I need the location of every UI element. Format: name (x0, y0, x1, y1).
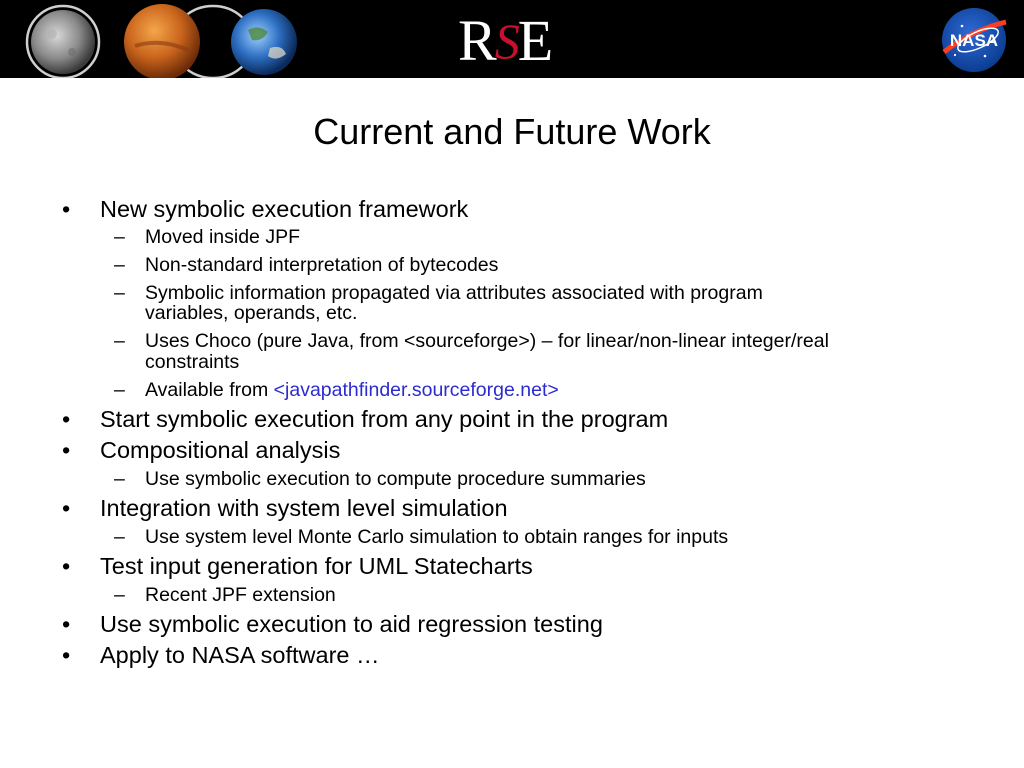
list-item-text: Test input generation for UML Statecharts (100, 553, 533, 579)
list-item-text: Symbolic information propagated via attributes associated with program (145, 282, 763, 304)
list-item-text: Moved inside JPF (145, 226, 300, 248)
logo-s: S (494, 13, 520, 69)
sourceforge-link[interactable]: <javapathfinder.sourceforge.net> (273, 379, 559, 401)
bullet-glyph: • (62, 495, 71, 521)
list-item-text: New symbolic execution framework (100, 196, 469, 222)
list-item (62, 494, 508, 522)
dash-glyph: – (114, 254, 125, 276)
list-item-text: Available from (145, 379, 274, 401)
bullet-glyph: • (62, 553, 71, 579)
header-banner (0, 0, 1024, 78)
sub-list-item (114, 526, 729, 548)
sub-list-item (114, 282, 763, 304)
list-item (62, 195, 469, 223)
list-item-text: Use symbolic execution to compute procedure summaries (145, 468, 646, 490)
dash-glyph: – (114, 584, 125, 606)
list-item-text: Start symbolic execution from any point in the program (100, 406, 669, 432)
sub-list-item (114, 226, 300, 248)
sub-list-item (114, 379, 559, 401)
list-item-text: constraints (145, 351, 240, 373)
dash-glyph: – (114, 379, 125, 401)
list-item-text: Use system level Monte Carlo simulation to obtain ranges for inputs (145, 526, 729, 548)
sub-list-item-continuation (145, 302, 357, 324)
list-item-text: Use symbolic execution to aid regression testing (100, 611, 603, 637)
list-item-text: Integration with system level simulation (100, 495, 508, 521)
list-item-text: Compositional analysis (100, 437, 341, 463)
sub-list-item (114, 330, 829, 352)
sub-list-item-continuation (145, 351, 239, 373)
page-title: Current and Future Work (313, 111, 711, 152)
logo-e: E (517, 8, 554, 73)
logo-r: R (458, 8, 497, 73)
dash-glyph: – (114, 526, 125, 548)
list-item-text: Non-standard interpretation of bytecodes (145, 254, 499, 276)
bullet-glyph: • (62, 406, 71, 432)
sub-list-item (114, 468, 646, 490)
nasa-label: NASA (949, 31, 999, 50)
earth-icon (231, 9, 297, 75)
mercury-icon (31, 10, 95, 74)
dash-glyph: – (114, 226, 125, 248)
sub-list-item (114, 584, 336, 606)
rse-logo (458, 10, 553, 74)
nasa-logo (942, 8, 1006, 72)
list-item-text: Recent JPF extension (145, 584, 336, 606)
bullet-glyph: • (62, 437, 71, 463)
list-item (62, 610, 603, 638)
list-item (62, 436, 341, 464)
sub-list-item (114, 254, 499, 276)
dash-glyph: – (114, 468, 125, 490)
bullet-glyph: • (62, 196, 71, 222)
mars-icon (124, 4, 200, 78)
list-item-text: Uses Choco (pure Java, from <sourceforge>) – for linear/non-linear integer/real (145, 330, 829, 352)
list-item-text: Apply to NASA software … (100, 642, 380, 668)
bullet-glyph: • (62, 611, 71, 637)
bullet-glyph: • (62, 642, 71, 668)
dash-glyph: – (114, 282, 125, 304)
list-item (62, 405, 669, 433)
dash-glyph: – (114, 330, 125, 352)
list-item-text: variables, operands, etc. (145, 302, 358, 324)
list-item (62, 552, 533, 580)
list-item (62, 641, 380, 669)
